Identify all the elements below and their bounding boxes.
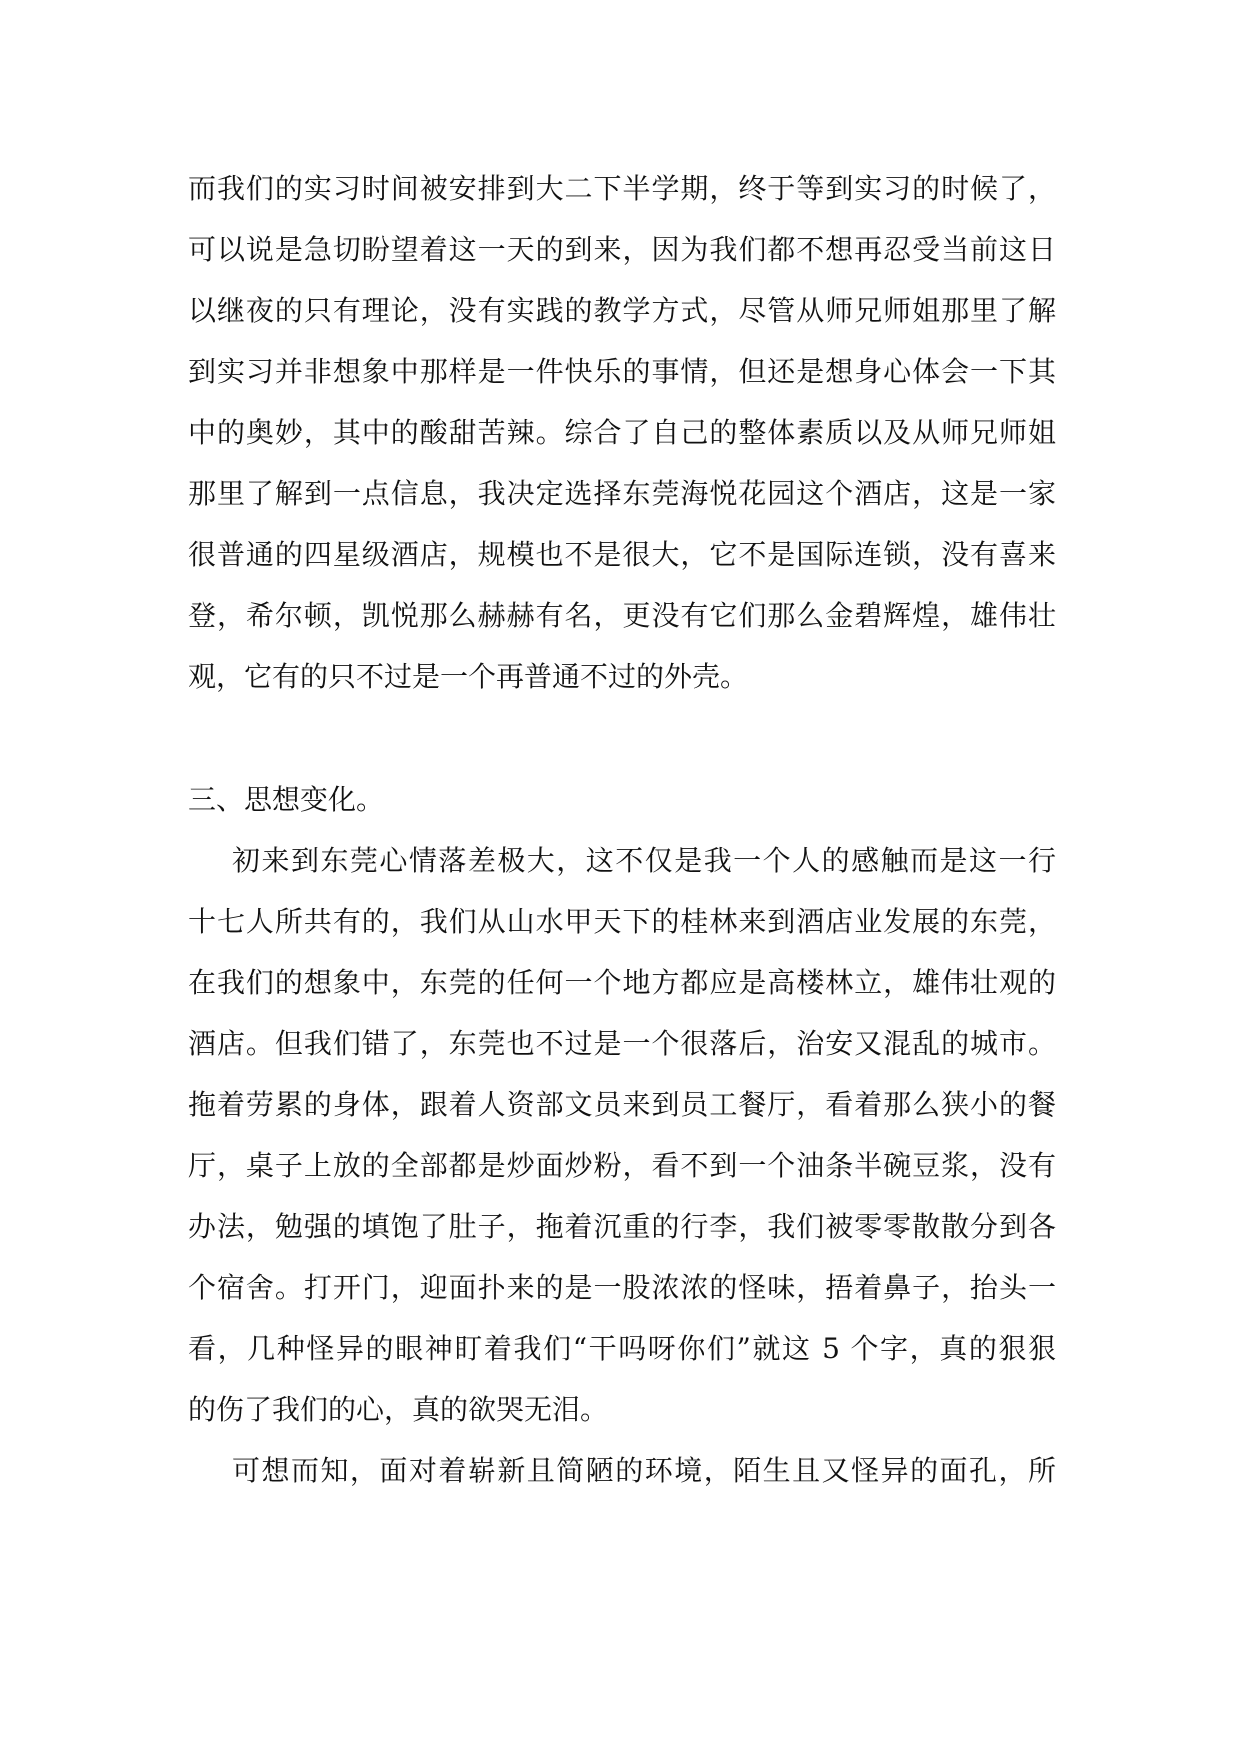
text-line: 到实习并非想象中那样是一件快乐的事情，但还是想身心体会一下其 bbox=[188, 355, 1056, 388]
text-line: 而我们的实习时间被安排到大二下半学期，终于等到实习的时候了， bbox=[188, 172, 1056, 205]
text-line: 的伤了我们的心，真的欲哭无泪。 bbox=[188, 1393, 609, 1426]
text-line: 很普通的四星级酒店，规模也不是很大，它不是国际连锁，没有喜来 bbox=[188, 538, 1056, 571]
paragraph-gap bbox=[188, 707, 1056, 769]
text-line: 登，希尔顿，凯悦那么赫赫有名，更没有它们那么金碧辉煌，雄伟壮 bbox=[188, 599, 1056, 632]
text-line: 看，几种怪异的眼神盯着我们“干吗呀你们”就这 5 个字，真的狠狠 bbox=[188, 1332, 1056, 1365]
text-line: 酒店。但我们错了，东莞也不过是一个很落后，治安又混乱的城市。 bbox=[188, 1027, 1056, 1060]
document-body bbox=[188, 158, 1056, 1501]
text-line: 办法，勉强的填饱了肚子，拖着沉重的行李，我们被零零散散分到各 bbox=[188, 1210, 1056, 1243]
text-line: 初来到东莞心情落差极大，这不仅是我一个人的感触而是这一行 bbox=[232, 844, 1056, 877]
text-line: 厅，桌子上放的全部都是炒面炒粉，看不到一个油条半碗豆浆，没有 bbox=[188, 1149, 1056, 1182]
paragraph-2 bbox=[188, 830, 1056, 1440]
text-line: 那里了解到一点信息，我决定选择东莞海悦花园这个酒店，这是一家 bbox=[188, 477, 1056, 510]
paragraph-3 bbox=[188, 1440, 1056, 1501]
text-line: 十七人所共有的，我们从山水甲天下的桂林来到酒店业发展的东莞， bbox=[188, 905, 1056, 938]
text-line: 在我们的想象中，东莞的任何一个地方都应是高楼林立，雄伟壮观的 bbox=[188, 966, 1056, 999]
text-line: 以继夜的只有理论，没有实践的教学方式，尽管从师兄师姐那里了解 bbox=[188, 294, 1056, 327]
text-line: 拖着劳累的身体，跟着人资部文员来到员工餐厅，看着那么狭小的餐 bbox=[188, 1088, 1056, 1121]
text-line: 可想而知，面对着崭新且简陋的环境，陌生且又怪异的面孔，所 bbox=[232, 1454, 1056, 1487]
text-line: 中的奥妙，其中的酸甜苦辣。综合了自己的整体素质以及从师兄师姐 bbox=[188, 416, 1056, 449]
paragraph-1 bbox=[188, 158, 1056, 707]
text-line: 个宿舍。打开门，迎面扑来的是一股浓浓的怪味，捂着鼻子，抬头一 bbox=[188, 1271, 1056, 1304]
text-line: 可以说是急切盼望着这一天的到来，因为我们都不想再忍受当前这日 bbox=[188, 233, 1056, 266]
section-heading: 三、思想变化。 bbox=[188, 783, 385, 816]
text-line: 观，它有的只不过是一个再普通不过的外壳。 bbox=[188, 660, 749, 693]
